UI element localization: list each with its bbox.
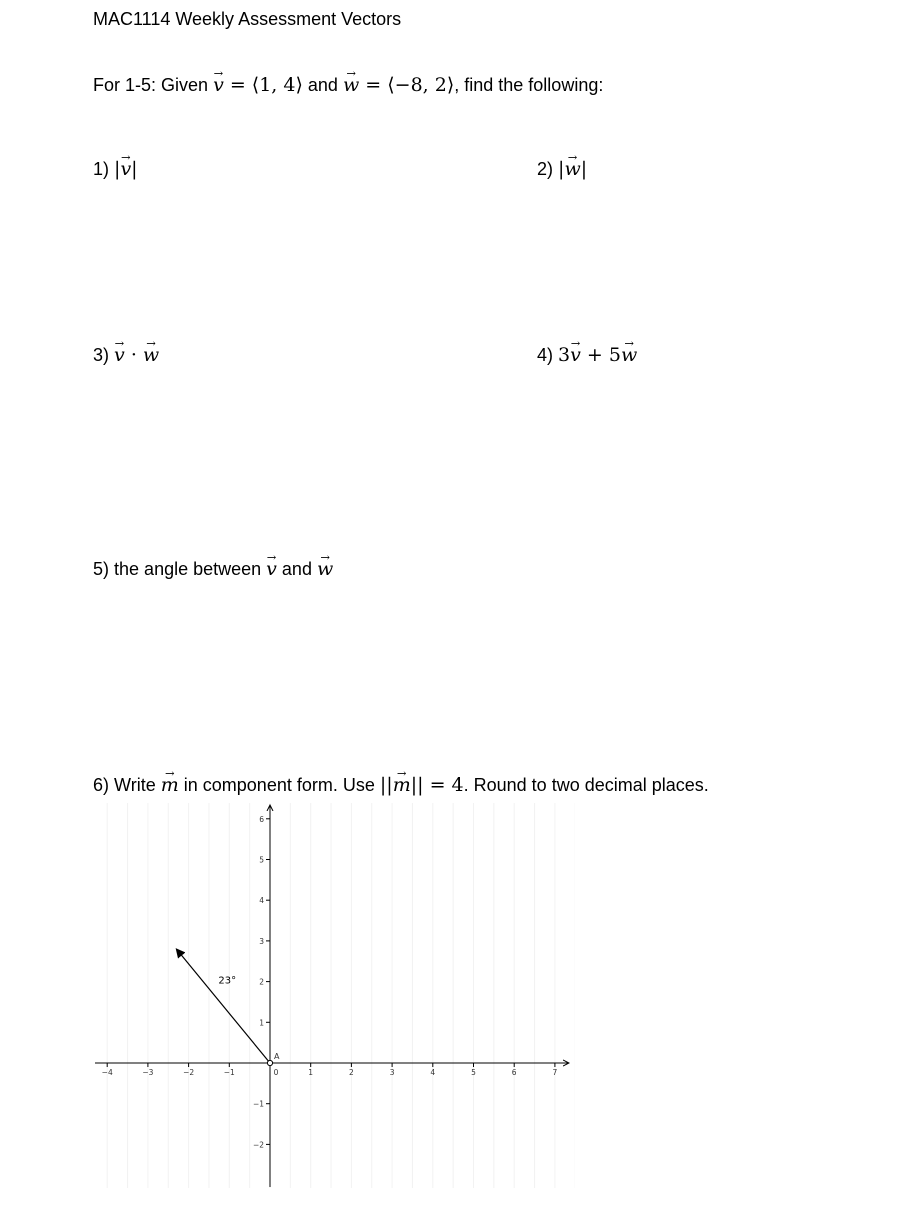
intro-suffix: , find the following: <box>454 75 604 95</box>
intro-and: and <box>307 75 338 95</box>
problem-number: 4) <box>537 345 554 365</box>
problem-5-text: the angle between <box>114 559 262 579</box>
problem-number: 6) <box>93 775 110 795</box>
magnitude-w: |→ w| <box>558 158 587 180</box>
x-tick-label: −3 <box>142 1068 154 1077</box>
x-tick-label: 0 <box>273 1068 279 1077</box>
w-definition: → w = ⟨−8, 2⟩ <box>343 74 454 96</box>
x-tick-label: 2 <box>349 1068 354 1077</box>
y-tick-label: −2 <box>252 1140 264 1150</box>
problem-number: 2) <box>537 159 554 179</box>
problem-number: 1) <box>93 159 110 179</box>
y-tick-label: 3 <box>259 936 264 946</box>
vector-graph <box>95 803 575 1188</box>
x-tick-label: 6 <box>511 1068 517 1077</box>
dot-product: → v · → w <box>114 344 159 366</box>
problem-6-text-b: in component form. Use <box>183 775 375 795</box>
origin-point-label: A <box>274 1052 280 1061</box>
y-tick-label: 6 <box>259 814 264 824</box>
linear-combination: 3→ v + 5→ w <box>558 344 637 366</box>
problem-3 <box>93 344 159 366</box>
norm-m: ||→ m|| = 4 <box>380 774 464 796</box>
v-definition: → v = ⟨1, 4⟩ <box>213 74 303 96</box>
problem-number: 5) <box>93 559 110 579</box>
x-tick-label: 3 <box>389 1068 395 1077</box>
problem-5-and: and <box>281 559 312 579</box>
problem-6-text-c: . Round to two decimal places. <box>463 775 709 795</box>
problem-6 <box>93 774 709 796</box>
x-tick-label: 1 <box>308 1068 314 1077</box>
vector-w: → w <box>317 558 333 580</box>
page-title: MAC1114 Weekly Assessment Vectors <box>93 9 402 29</box>
problem-number: 3) <box>93 345 110 365</box>
intro-prefix: For 1-5: Given <box>93 75 209 95</box>
y-tick-label: 1 <box>259 1018 264 1028</box>
y-tick-label: 5 <box>259 855 264 865</box>
problem-1 <box>93 158 138 180</box>
vector-m: → m <box>161 774 179 796</box>
x-tick-label: −2 <box>183 1068 195 1077</box>
x-tick-label: 4 <box>430 1068 436 1077</box>
x-tick-label: 7 <box>552 1068 558 1077</box>
x-tick-label: 5 <box>471 1068 476 1077</box>
vector-m-arrow <box>176 949 270 1063</box>
origin-point <box>267 1060 272 1065</box>
problem-2 <box>537 158 587 180</box>
y-tick-label: 4 <box>259 896 264 906</box>
y-tick-label: 2 <box>259 977 264 987</box>
angle-label: 23° <box>218 975 237 987</box>
intro-line <box>93 74 603 96</box>
vector-v: → v <box>266 558 277 580</box>
x-tick-label: −1 <box>223 1068 235 1077</box>
problem-6-text-a: Write <box>114 775 156 795</box>
problem-4 <box>537 344 637 366</box>
problem-5 <box>93 558 333 580</box>
y-tick-label: −1 <box>252 1099 264 1109</box>
x-tick-label: −4 <box>101 1068 113 1077</box>
magnitude-v: |→ v| <box>114 158 138 180</box>
